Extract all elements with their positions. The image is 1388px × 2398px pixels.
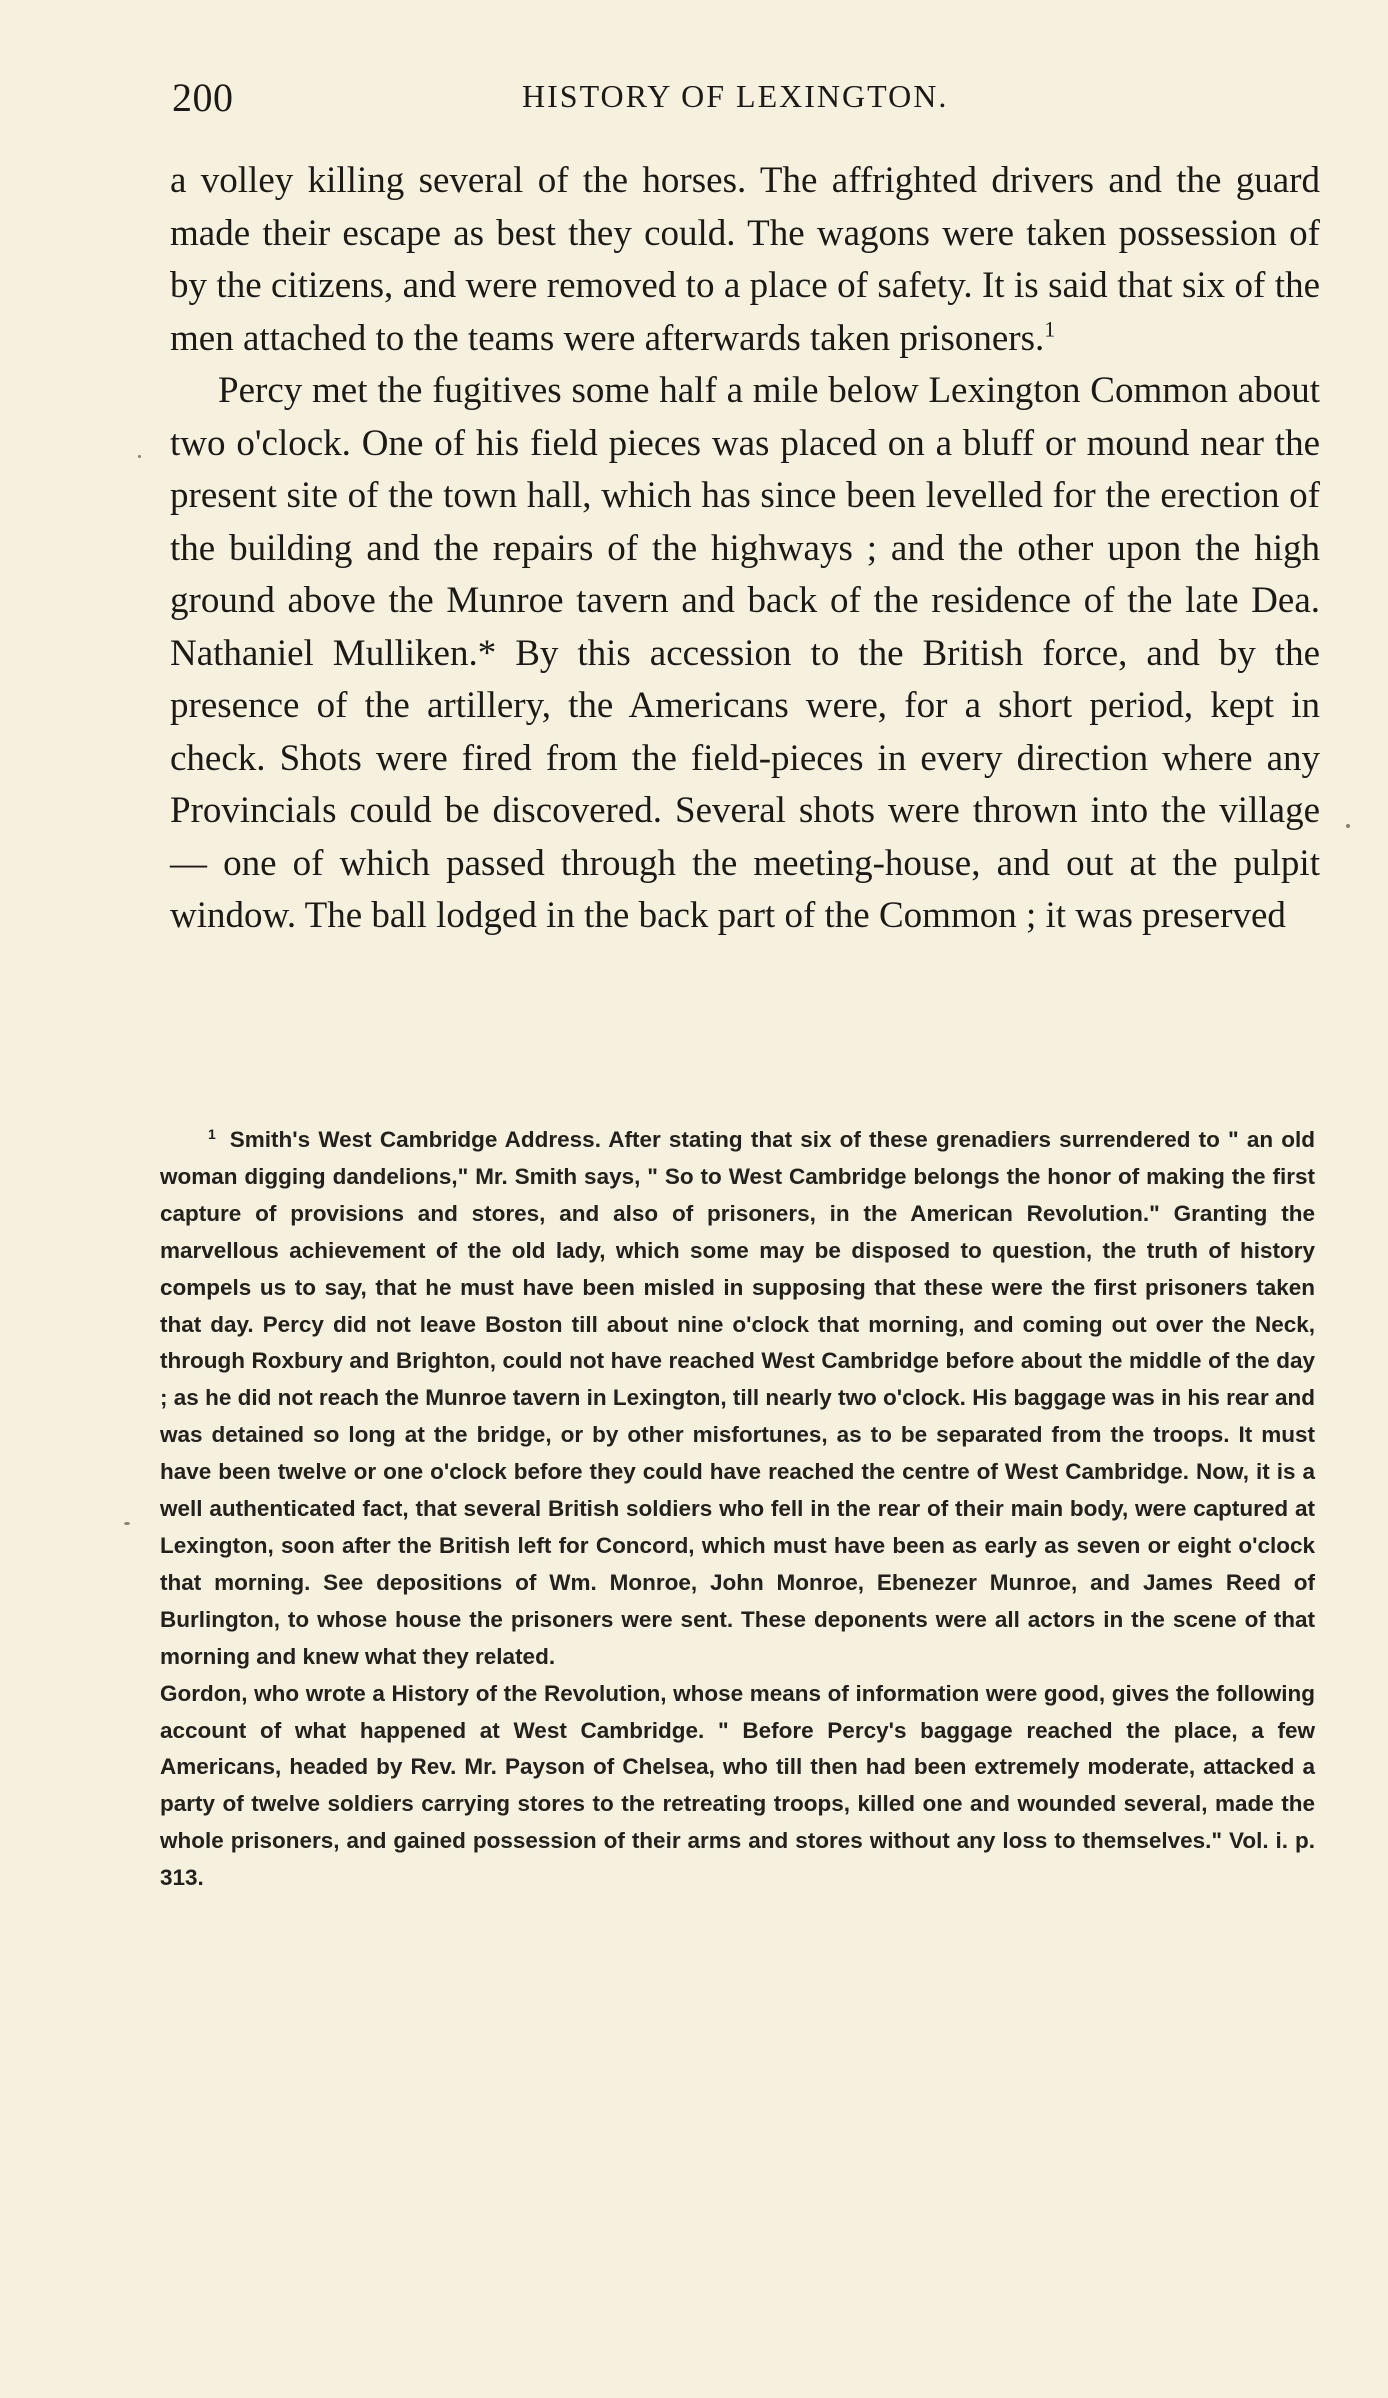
footnote-paragraph bbox=[160, 1676, 1315, 1897]
main-text bbox=[170, 155, 1320, 943]
body-paragraph-text: Percy met the fugitives some half a mile below Lexington Common about two o'clock. One of his field pieces was placed on a bluff or mound near the present site of the town hall, which has since been levelled for the erection of the building and the repairs of the highways ; and the other upon the high ground above the Munroe tavern and back of the residence of the late Dea. Nathaniel Mulliken.* By this accession to the British force, and by the presence of the artillery, the Americans were, for a short period, kept in check. Shots were fired from the field-pieces in every direction where any Provincials could be discovered. Several shots were thrown into the village — one of which passed through the meeting-house, and out at the pulpit window. The ball lodged in the back part of the Common ; it was preserved bbox=[170, 370, 1320, 936]
paper-speck bbox=[138, 455, 141, 458]
footnote-text: Gordon, who wrote a History of the Revolution, whose means of information were good, gives the following account of what happened at West Cambridge. " Before Percy's baggage reached the place, a few Americans, headed by Rev. Mr. Payson of Chelsea, who till then had been extremely moderate, attacked a party of twelve soldiers carrying stores to the retreating troops, killed one and wounded several, made the whole prisoners, and gained possession of their arms and stores without any loss to themselves." Vol. i. p. 313. bbox=[160, 1680, 1315, 1891]
body-paragraph bbox=[170, 155, 1320, 365]
body-paragraph-text: a volley killing several of the horses. The affrighted drivers and the guard made their escape as best they could. The wagons were taken possession of by the citizens, and were removed to a place of safety. It is said that six of the men attached to the teams were afterwards taken prisoners. bbox=[170, 160, 1320, 359]
footnote-paragraph bbox=[160, 1122, 1315, 1676]
body-paragraph bbox=[170, 365, 1320, 943]
footnote-text: Smith's West Cambridge Address. After stating that six of these grenadiers surrendered to " an old woman digging dandelions," Mr. Smith says, " So to West Cambridge belongs the honor of making the first capture of provisions and stores, and also of prisoners, in the American Revolution." Granting the marvellous achievement of the old lady, which some may be disposed to question, the truth of history compels us to say, that he must have been misled in supposing that these were the first prisoners taken that day. Percy did not leave Boston till about nine o'clock that morning, and coming out over the Neck, through Roxbury and Brighton, could not have reached West Cambridge before about the middle of the day ; as he did not reach the Munroe tavern in Lexington, till nearly two o'clock. His baggage was in his rear and was detained so long at the bridge, or by other misfortunes, as to be separated from the troops. It must have been twelve or one o'clock before they could have reached the centre of West Cambridge. Now, it is a well authenticated fact, that several British soldiers who fell in the rear of their main body, were captured at Lexington, soon after the British left for Concord, which must have been as early as seven or eight o'clock that morning. See depositions of Wm. Monroe, John Monroe, Ebenezer Munroe, and James Reed of Burlington, to whose house the prisoners were sent. These deponents were all actors in the scene of that morning and knew what they related. bbox=[160, 1127, 1315, 1669]
running-head bbox=[172, 74, 1300, 124]
paper-speck bbox=[124, 1522, 130, 1525]
paper-speck bbox=[1346, 824, 1350, 828]
footnote-reference: 1 bbox=[1044, 316, 1056, 342]
footnote-marker: 1 bbox=[208, 1125, 216, 1142]
footnotes bbox=[160, 1122, 1315, 1897]
running-title: HISTORY OF LEXINGTON. bbox=[522, 78, 949, 114]
page-number: 200 bbox=[172, 75, 234, 120]
